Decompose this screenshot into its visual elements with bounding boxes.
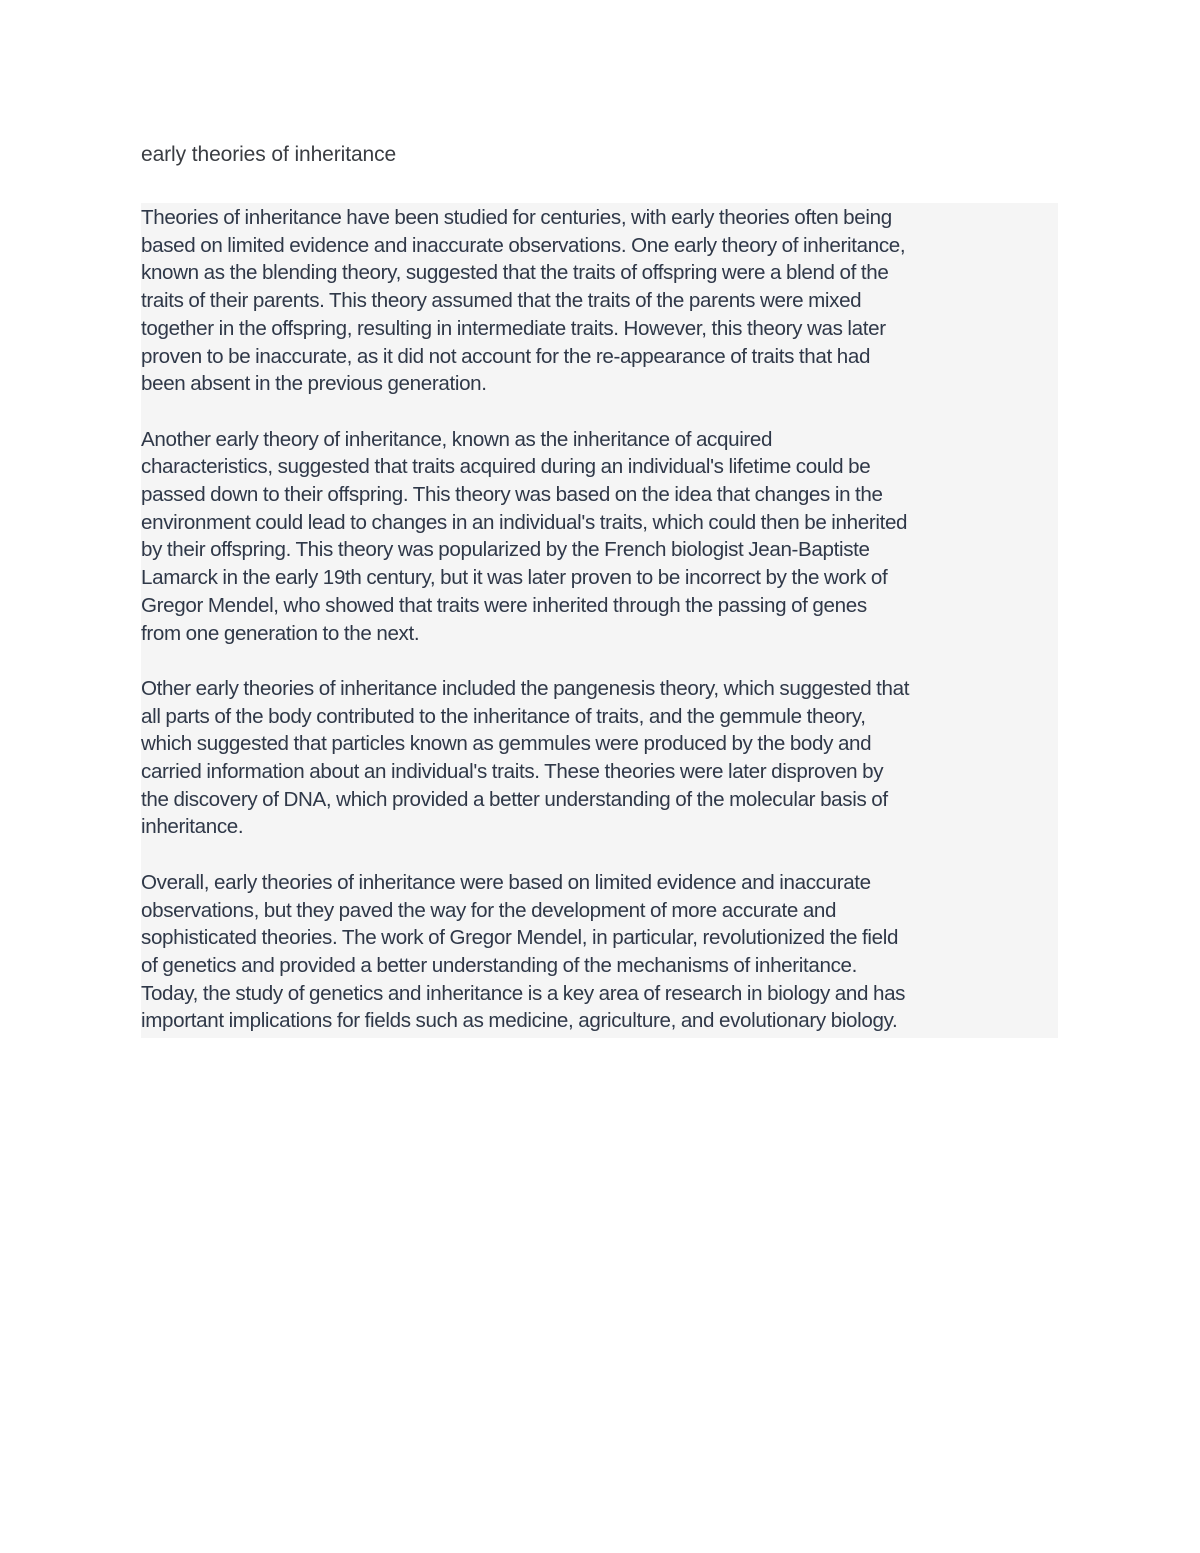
paragraph-line: Gregor Mendel, who showed that traits were inherited through the passing of genes	[141, 593, 867, 617]
paragraph-line: carried information about an individual's traits. These theories were later disproven by	[141, 760, 884, 784]
paragraph-4	[141, 869, 1058, 1035]
paragraph-line: characteristics, suggested that traits acquired during an individual's lifetime could be	[141, 455, 871, 479]
paragraph-2	[141, 426, 1058, 648]
paragraph-line: of genetics and provided a better understanding of the mechanisms of inheritance.	[141, 953, 858, 977]
paragraph-line: from one generation to the next.	[141, 621, 420, 645]
paragraph-3	[141, 675, 1058, 841]
paragraph-line: Overall, early theories of inheritance were based on limited evidence and inaccurate	[141, 870, 871, 894]
paragraph-line: Another early theory of inheritance, known as the inheritance of acquired	[141, 427, 773, 451]
document-title: early theories of inheritance	[141, 143, 397, 166]
paragraph-line: together in the offspring, resulting in intermediate traits. However, this theory was later	[141, 316, 886, 340]
paragraph-line: which suggested that particles known as gemmules were produced by the body and	[141, 732, 872, 756]
paragraph-line: by their offspring. This theory was popularized by the French biologist Jean-Baptiste	[141, 538, 870, 562]
paragraph-line: proven to be inaccurate, as it did not account for the re-appearance of traits that had	[141, 344, 871, 368]
paragraph-line: based on limited evidence and inaccurate observations. One early theory of inheritance,	[141, 233, 906, 257]
paragraph-line: the discovery of DNA, which provided a better understanding of the molecular basis of	[141, 787, 888, 811]
paragraph-line: sophisticated theories. The work of Gregor Mendel, in particular, revolutionized the field	[141, 926, 899, 950]
paragraph-line: Other early theories of inheritance included the pangenesis theory, which suggested that	[141, 676, 910, 700]
paragraph-line: observations, but they paved the way for the development of more accurate and	[141, 898, 837, 922]
paragraph-line: environment could lead to changes in an individual's traits, which could then be inherited	[141, 510, 908, 534]
paragraph-line: known as the blending theory, suggested that the traits of offspring were a blend of the	[141, 261, 889, 285]
paragraph-line: inheritance.	[141, 815, 244, 839]
paragraph-line: Theories of inheritance have been studied for centuries, with early theories often being	[141, 206, 892, 229]
paragraph-line: important implications for fields such as medicine, agriculture, and evolutionary biology.	[141, 1009, 898, 1033]
paragraph-line: Lamarck in the early 19th century, but it was later proven to be incorrect by the work of	[141, 566, 888, 590]
paragraph-line: passed down to their offspring. This theory was based on the idea that changes in the	[141, 483, 883, 507]
document-body	[141, 203, 1058, 1038]
paragraph-line: been absent in the previous generation.	[141, 372, 487, 396]
paragraph-line: traits of their parents. This theory assumed that the traits of the parents were mixed	[141, 289, 862, 313]
paragraph-1	[141, 204, 1058, 398]
paragraph-line: all parts of the body contributed to the inheritance of traits, and the gemmule theory,	[141, 704, 866, 728]
paragraph-line: Today, the study of genetics and inheritance is a key area of research in biology and has	[141, 981, 906, 1005]
